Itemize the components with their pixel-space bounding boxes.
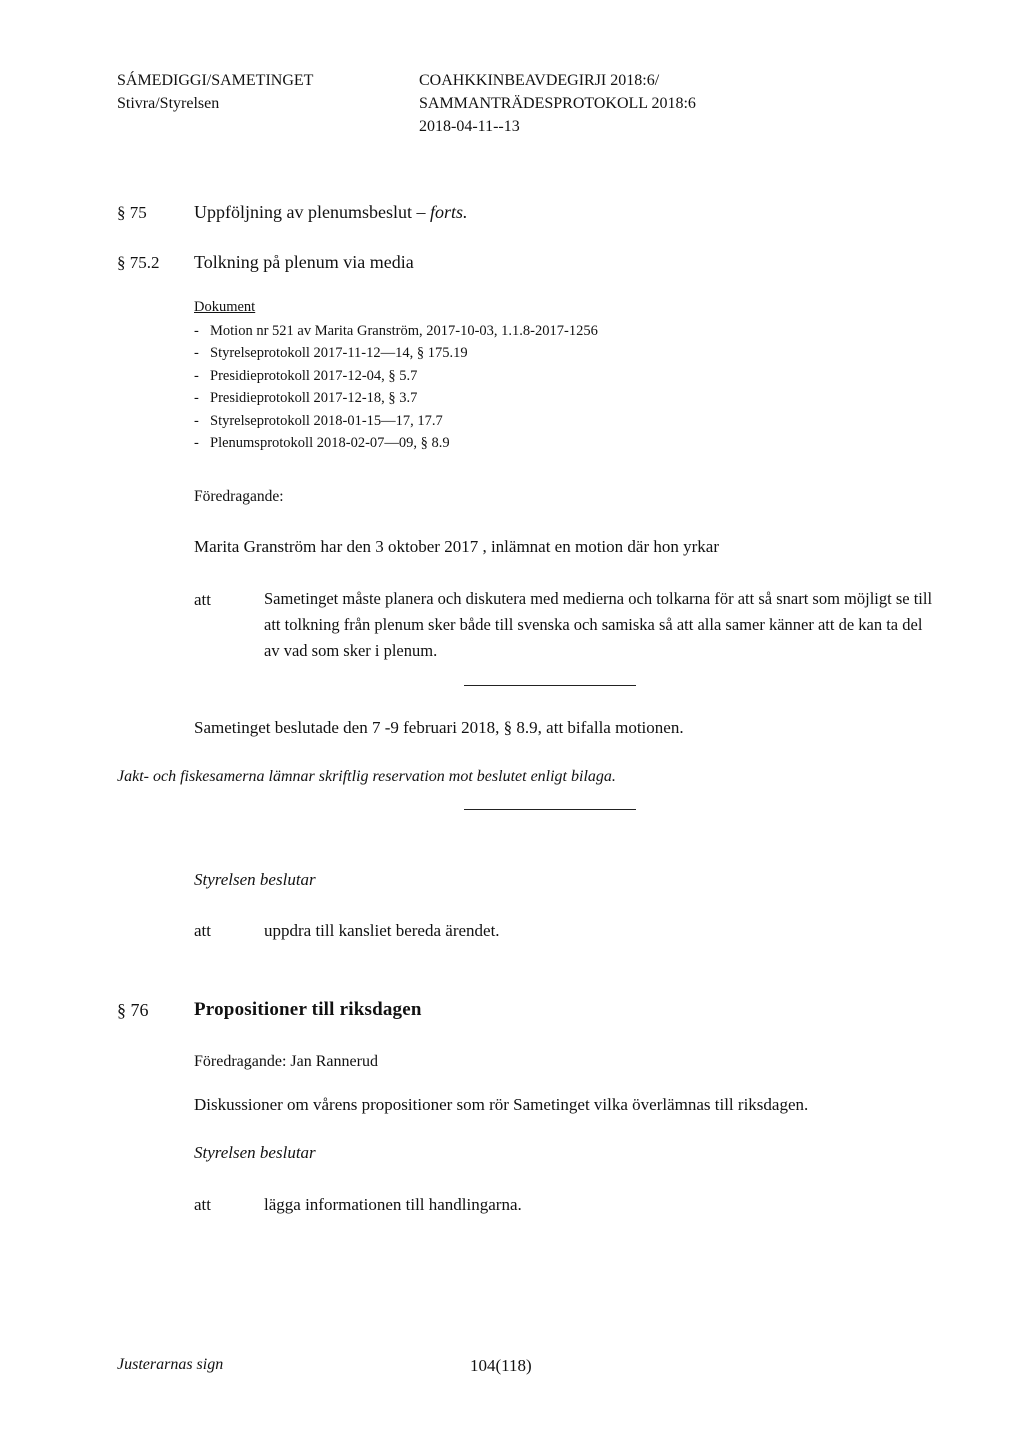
document-item-text: Plenumsprotokoll 2018-02-07—09, § 8.9	[210, 434, 450, 451]
board-decides-label-75: Styrelsen beslutar	[194, 870, 316, 889]
document-item-text: Presidieprotokoll 2017-12-04, § 5.7	[210, 367, 418, 384]
resolution-att-76: att	[194, 1195, 211, 1214]
resolution-text-75: uppdra till kansliet bereda ärendet.	[264, 921, 500, 940]
header-protocol-title-1: COAHKKINBEAVDEGIRJI 2018:6/	[419, 72, 660, 89]
footer-page-number: 104(118)	[470, 1356, 532, 1375]
presenter-label: Föredragande:	[194, 488, 284, 505]
reservation-note: Jakt- och fiskesamerna lämnar skriftlig reservation mot beslutet enligt bilaga.	[117, 768, 616, 785]
documents-list	[194, 320, 598, 454]
document-item-text: Motion nr 521 av Marita Granström, 2017-10-03, 1.1.8-2017-1256	[210, 323, 598, 339]
section-75-title	[194, 202, 468, 223]
divider-1	[464, 685, 636, 686]
section-75-title-text: Uppföljning av plenumsbeslut –	[194, 202, 426, 222]
motion-att: att	[194, 590, 211, 609]
motion-intro: Marita Granström har den 3 oktober 2017 , inlämnat en motion där hon yrkar	[194, 537, 719, 556]
document-item: - Styrelseprotokoll 2017-11-12—14, § 175.19	[194, 345, 468, 362]
motion-text: Sametinget måste planera och diskutera med medierna och tolkarna för att så snart som möjligt se till att tolkning från plenum sker både till svenska och samiska så att alla samer känner att de kan ta del av vad som sker i plenum.	[264, 589, 933, 660]
section-76-number: § 76	[117, 1000, 149, 1020]
footer-sign-label: Justerarnas sign	[117, 1356, 224, 1373]
section-76-discussion: Diskussioner om vårens propositioner som rör Sametinget vilka överlämnas till riksdagen.	[194, 1095, 809, 1114]
document-item: - Styrelseprotokoll 2018-01-15—17, 17.7	[194, 412, 443, 429]
section-76-presenter: Föredragande: Jan Rannerud	[194, 1053, 378, 1070]
document-item: - Plenumsprotokoll 2018-02-07—09, § 8.9	[194, 434, 450, 451]
header-date: 2018-04-11--13	[419, 118, 520, 135]
document-item: - Presidieprotokoll 2017-12-18, § 3.7	[194, 390, 418, 407]
header-org-name: SÁMEDIGGI/SAMETINGET	[117, 72, 314, 89]
plenum-decision: Sametinget beslutade den 7 -9 februari 2018, § 8.9, att bifalla motionen.	[194, 718, 684, 737]
section-75-title-forts: forts.	[425, 202, 468, 222]
header-org-unit: Stivra/Styrelsen	[117, 95, 220, 112]
section-75-number: § 75	[117, 203, 147, 222]
document-item-text: Styrelseprotokoll 2017-11-12—14, § 175.19	[210, 345, 468, 362]
divider-2	[464, 809, 636, 810]
section-75-2-number: § 75.2	[117, 253, 160, 272]
document-item-text: Presidieprotokoll 2017-12-18, § 3.7	[210, 390, 418, 407]
section-76-title: Propositioner till riksdagen	[194, 999, 422, 1020]
board-decides-label-76: Styrelsen beslutar	[194, 1143, 316, 1162]
resolution-att-75: att	[194, 921, 211, 940]
header-protocol-title-2: SAMMANTRÄDESPROTOKOLL 2018:6	[419, 95, 696, 112]
documents-label: Dokument	[194, 299, 256, 315]
document-item: - Presidieprotokoll 2017-12-04, § 5.7	[194, 367, 418, 384]
document-item: - Motion nr 521 av Marita Granström, 2017-10-03, 1.1.8-2017-1256	[194, 323, 598, 339]
resolution-text-76: lägga informationen till handlingarna.	[264, 1195, 522, 1214]
document-item-text: Styrelseprotokoll 2018-01-15—17, 17.7	[210, 412, 443, 429]
section-75-2-title: Tolkning på plenum via media	[194, 252, 414, 272]
